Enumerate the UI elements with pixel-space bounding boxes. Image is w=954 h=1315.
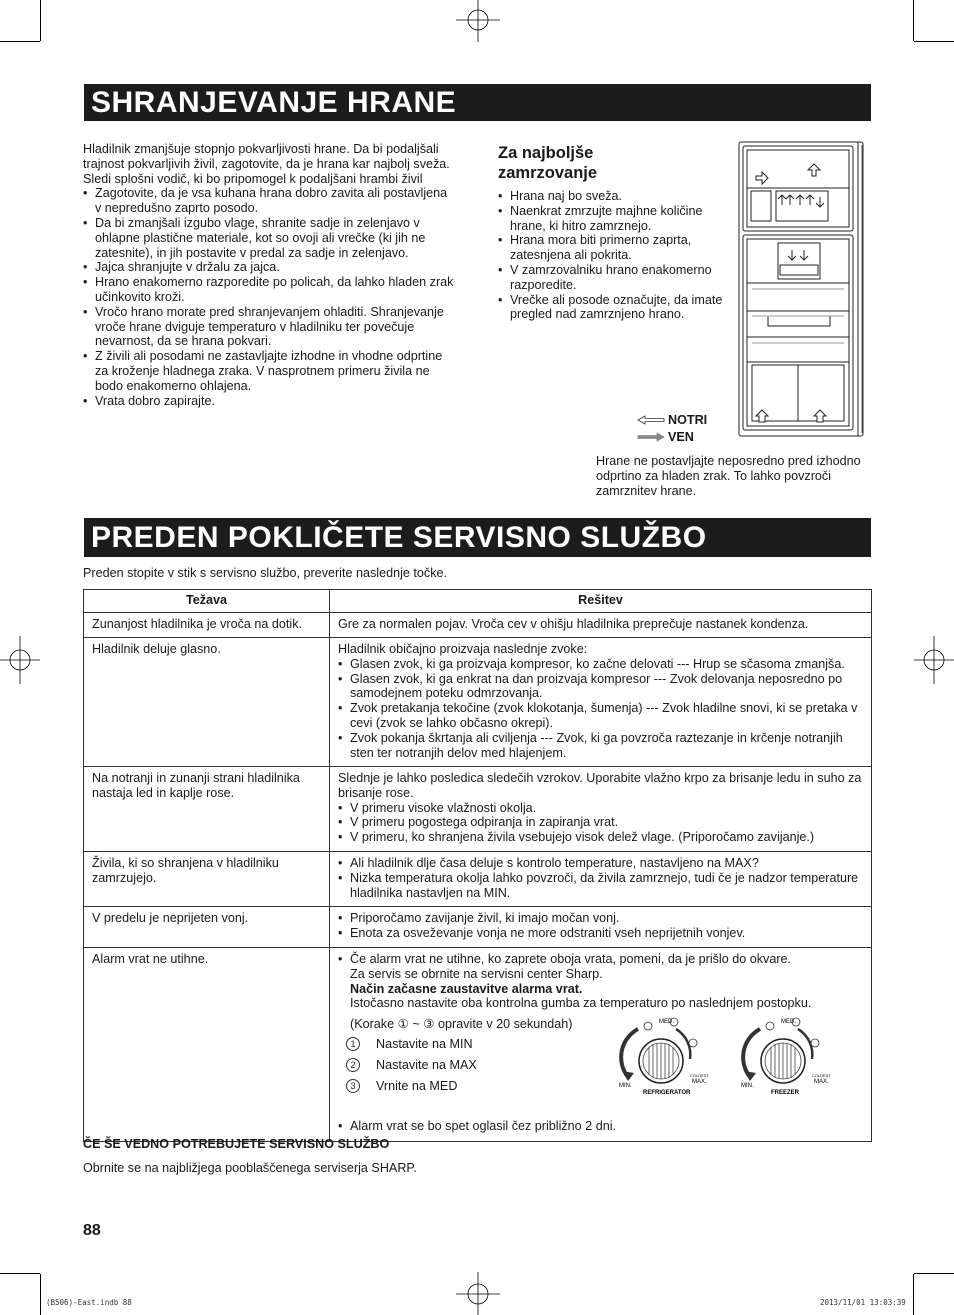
step-2 <box>338 1058 477 1073</box>
print-slug-right: 2013/11/01 13:03:39 <box>820 1298 906 1307</box>
list-item: • Ali hladilnik dlje časa deluje s kontrolo temperature, nastavljeno na MAX? <box>338 856 863 871</box>
list-item: • Glasen zvok, ki ga enkrat na dan proizvaja kompresor --- Zvok delovanja neposredno po samodejnem poteku odmrzovanja. <box>338 672 863 702</box>
list-item: • Priporočamo zavijanje živil, ki imajo močan vonj. <box>338 911 863 926</box>
solution-cell <box>330 767 872 852</box>
list-item: • Vročo hrano morate pred shranjevanjem ohladiti. Shranjevanje vroče hrane dviguje temperaturo v hladilniku ter povečuje nevarnost, da se hrana pokvari. <box>83 305 455 349</box>
list-item: • Zagotovite, da je vsa kuhana hrana dobro zavita ali postavljena v nepredušno zaprto posodo. <box>83 186 455 216</box>
list-item: • Jajca shranjujte v držalu za jajca. <box>83 260 455 275</box>
solution-cell <box>330 612 872 638</box>
arrow-in-icon <box>637 415 665 425</box>
airflow-legend <box>637 411 707 445</box>
arrow-out-icon <box>637 432 665 442</box>
problem-cell: Alarm vrat ne utihne. <box>84 947 330 1141</box>
list-item: • Vrata dobro zapirajte. <box>83 394 455 409</box>
list-item: • Naenkrat zmrzujte majhne količine hrane, ki hitro zamrznejo. <box>498 204 726 234</box>
food-storage-tips <box>83 186 455 408</box>
solution-cell <box>330 851 872 906</box>
step-number: 3 <box>346 1079 360 1093</box>
food-storage-left-column <box>83 142 455 408</box>
problem-cell: Na notranji in zunanji strani hladilnika nastaja led in kaplje rose. <box>84 767 330 852</box>
svg-text:MIN.: MIN. <box>741 1083 754 1090</box>
solution-text: Hladilnik običajno proizvaja naslednje zvoke: <box>338 642 588 657</box>
table-row <box>84 947 872 1141</box>
registration-mark-right <box>914 634 954 686</box>
alarm-instruction: Istočasno nastavite oba kontrolna gumba za temperaturo po naslednjem postopku. <box>350 996 812 1011</box>
solution-cell <box>330 638 872 767</box>
step-3 <box>338 1079 457 1094</box>
table-row <box>84 907 872 948</box>
freezing-column <box>498 143 726 322</box>
problem-cell: V predelu je neprijeten vonj. <box>84 907 330 948</box>
list-item: • Da bi zmanjšali izgubo vlage, shranite sadje in zelenjavo v ohlapne plastične materiale, kot so ovoji ali vrečke (ki jih ne zatesnite), in jih postavite v predal za sadje in zelenjavo. <box>83 216 455 260</box>
list-item: • Zvok pretakanja tekočine (zvok klokotanja, šumenja) --- Zvok hladilne snovi, ki se pretaka v cevi (zvok se lahko občasno okrepi). <box>338 701 863 731</box>
list-item: • Nizka temperatura okolja lahko povzroči, da živila zamrznejo, tudi če je nadzor temperature hladilnika nastavljen na MIN. <box>338 871 863 901</box>
column-header-solution: Rešitev <box>330 590 872 613</box>
step-number: 1 <box>346 1037 360 1051</box>
problem-cell: Živila, ki so shranjena v hladilniku zamrzujejo. <box>84 851 330 906</box>
refrigerator-dial-diagram <box>616 1011 709 1097</box>
list-item: • Hrano enakomerno razporedite po policah, da lahko hladen zrak učinkovito kroži. <box>83 275 455 305</box>
still-need-service-text: Obrnite se na najbližjega pooblaščenega serviserja SHARP. <box>83 1161 417 1175</box>
food-storage-intro: Hladilnik zmanjšuje stopnjo pokvarljivosti hrane. Da bi podaljšali trajnost pokvarljivih živil, zagotovite, da je hrana kar najbolj sveža. Sledi splošni vodič, ki bo pripomogel k podaljšani hrambi živil <box>83 142 450 186</box>
table-header-row <box>84 590 872 613</box>
list-item: • Zvok pokanja škrtanja ali cviljenja --- Zvok, ki ga povzroča raztezanje in krčenje notranjih sten ter notranjih delov med hlajenjem. <box>338 731 863 761</box>
svg-text:MAX.: MAX. <box>814 1079 829 1086</box>
svg-text:COLDEST: COLDEST <box>812 1073 831 1079</box>
legend-out-label: VEN <box>668 429 694 444</box>
legend-in-label: NOTRI <box>668 412 708 427</box>
step-text: Nastavite na MIN <box>376 1037 473 1052</box>
table-row <box>84 612 872 638</box>
list-item: • V primeru, ko shranjena živila vsebujejo visok delež vlage. (Priporočamo zavijanje.) <box>338 830 863 845</box>
svg-text:REFRIGERATOR: REFRIGERATOR <box>643 1090 691 1097</box>
table-row <box>84 851 872 906</box>
problem-cell: Zunanjost hladilnika je vroča na dotik. <box>84 612 330 638</box>
step-1 <box>338 1037 473 1052</box>
alarm-steps-note: (Korake ① ~ ③ opravite v 20 sekundah) <box>350 1017 573 1032</box>
registration-mark-bottom <box>452 1270 504 1315</box>
print-slug-left: (B506)-East.indb 88 <box>46 1298 132 1307</box>
page-number: 88 <box>83 1222 101 1239</box>
svg-text:MED.: MED. <box>659 1019 674 1026</box>
list-item: • Hrana naj bo sveža. <box>498 189 726 204</box>
list-item: • Vrečke ali posode označujte, da imate pregled nad zamrznjeno hrano. <box>498 293 726 323</box>
freezer-dial-diagram <box>738 1011 831 1097</box>
registration-mark-top <box>452 0 504 46</box>
step-text: Vrnite na MED <box>376 1079 458 1094</box>
svg-text:COLDEST: COLDEST <box>690 1073 709 1079</box>
list-item: • Enota za osveževanje vonja ne more odstraniti vseh neprijetnih vonjev. <box>338 926 863 941</box>
registration-mark-left <box>0 634 40 686</box>
svg-text:MED.: MED. <box>781 1019 796 1026</box>
troubleshooting-table <box>83 589 872 1142</box>
still-need-service-heading: ČE ŠE VEDNO POTREBUJETE SERVISNO SLUŽBO <box>83 1137 390 1151</box>
column-header-problem: Težava <box>84 590 330 613</box>
step-number: 2 <box>346 1058 360 1072</box>
section-title-service: PREDEN POKLIČETE SERVISNO SLUŽBO <box>84 518 871 557</box>
list-item: • Alarm vrat se bo spet oglasil čez približno 2 dni. <box>338 1119 863 1134</box>
table-row <box>84 767 872 852</box>
list-item: • Hrana mora biti primerno zaprta, zatesnjena ali pokrita. <box>498 233 726 263</box>
freezing-tips <box>498 189 726 322</box>
alarm-fault-text: • Če alarm vrat ne utihne, ko zaprete oboja vrata, pomeni, da je prišlo do okvare. <box>350 951 792 966</box>
diagram-note: Hrane ne postavljajte neposredno pred izhodno odprtino za hladen zrak. To lahko povzroči zamrznitev hrane. <box>596 454 861 498</box>
service-intro: Preden stopite v stik s servisno službo, preverite naslednje točke. <box>83 566 448 580</box>
solution-text: Gre za normalen pojav. Vroča cev v ohišju hladilnika preprečuje nastanek kondenza. <box>338 616 809 631</box>
step-text: Nastavite na MAX <box>376 1058 477 1073</box>
section-title-food-storage: SHRANJEVANJE HRANE <box>84 84 871 121</box>
alarm-service-text: Za servis se obrnite na servisni center Sharp. <box>350 966 603 981</box>
refrigerator-airflow-diagram <box>738 141 866 438</box>
svg-text:MIN.: MIN. <box>619 1083 632 1090</box>
svg-text:MAX.: MAX. <box>692 1079 707 1086</box>
list-item: • Z živili ali posodami ne zastavljajte izhodne in vhodne odprtine za kroženje hladnega zraka. V nasprotnem primeru živila ne bodo enakomerno ohlajena. <box>83 349 455 393</box>
list-item <box>338 952 863 1011</box>
solution-cell <box>330 907 872 948</box>
list-item: • Glasen zvok, ki ga proizvaja kompresor, ko začne delovati --- Hrup se sčasoma zmanjša. <box>338 657 863 672</box>
problem-cell: Hladilnik deluje glasno. <box>84 638 330 767</box>
solution-text: Slednje je lahko posledica sledečih vzrokov. Uporabite vlažno krpo za brisanje ledu in suho za brisanje rose. <box>338 771 862 800</box>
solution-cell <box>330 947 872 1141</box>
list-item: • V primeru visoke vlažnosti okolja. <box>338 801 863 816</box>
list-item: • V primeru pogostega odpiranja in zapiranja vrat. <box>338 815 863 830</box>
list-item: • V zamrzovalniku hrano enakomerno razporedite. <box>498 263 726 293</box>
freezing-heading: Za najboljše zamrzovanje <box>498 144 598 182</box>
svg-text:FREEZER: FREEZER <box>771 1090 800 1097</box>
alarm-stop-heading: Način začasne zaustavitve alarma vrat. <box>350 981 583 996</box>
table-row <box>84 638 872 767</box>
